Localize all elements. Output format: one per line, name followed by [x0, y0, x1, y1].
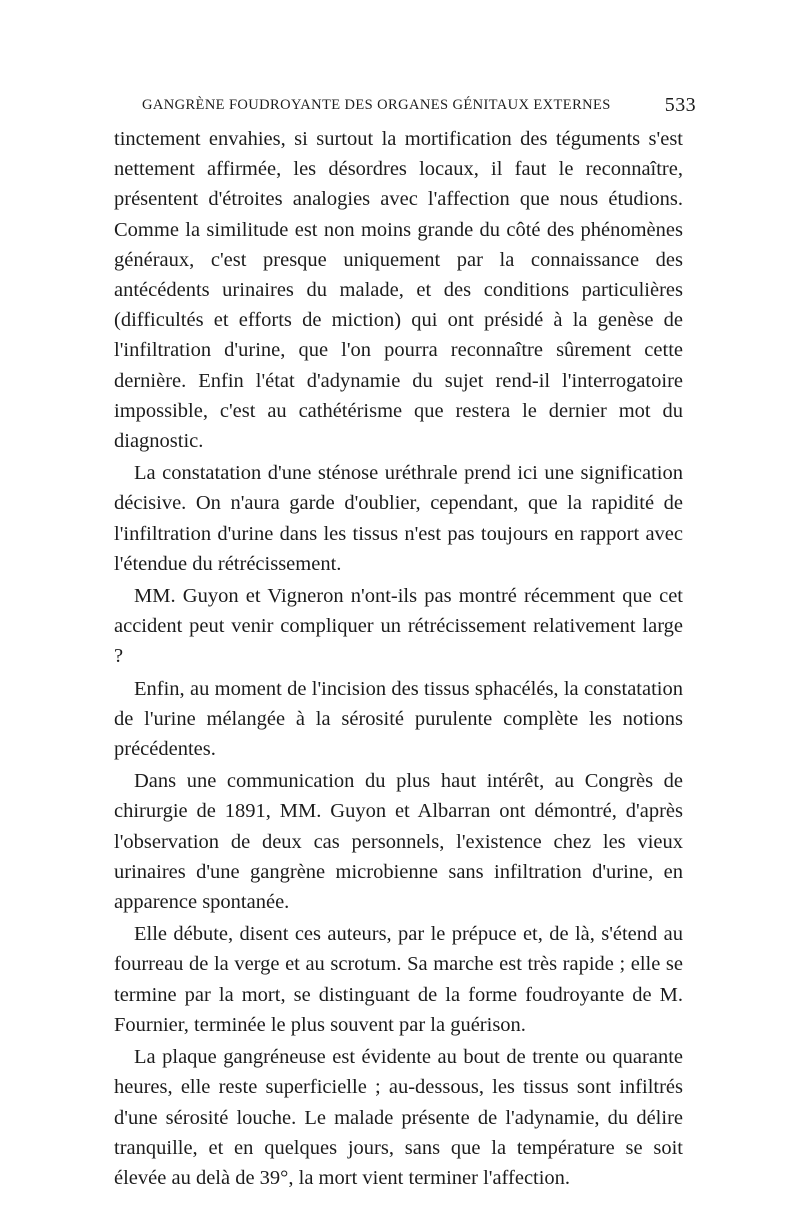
body-text [114, 124, 683, 1195]
paragraph-stenosis: La constatation d'une sténose uréthrale prend ici une signification décisive. On n'aura garde d'oublier, cependant, que la rapidité de l'infiltration d'urine dans les tissus n'est pas toujours en rapport avec l'étendue du rétrécissement. [114, 462, 683, 575]
paragraph-continuation: tinctement envahies, si surtout la mortification des téguments s'est nettement affirmée, les désordres locaux, il faut le reconnaître, présentent d'étroites analogies avec l'affection que nous étudions. Comme la similitude est non moins grande du côté des phénomènes généraux, c'est presque uniquement par la connaissance des antécédents urinaires du malade, et des conditions particulières (difficultés et efforts de miction) qui ont présidé à la genèse de l'infiltration d'urine, que l'on pourra reconnaître sûrement cette dernière. Enfin l'état d'adynamie du sujet rend-il l'interrogatoire impossible, c'est au cathétérisme que restera le dernier mot du diagnostic. [114, 128, 683, 453]
paragraph-gangrenous-plaque: La plaque gangréneuse est évidente au bout de trente ou quarante heures, elle reste superficielle ; au-dessous, les tissus sont infiltrés d'une sérosité louche. Le malade présente de l'adynamie, du délire tranquille, et en quelques jours, sans que la température se soit élevée au delà de 39°, la mort vient terminer l'affection. [114, 1046, 683, 1189]
paragraph-congress: Dans une communication du plus haut intérêt, au Congrès de chirurgie de 1891, MM. Guyon et Albarran ont démontré, d'après l'observation de deux cas personnels, l'existence chez les vieux urinaires d'une gangrène microbienne sans infiltration d'urine, en apparence spontanée. [114, 770, 683, 914]
running-head [142, 94, 696, 121]
running-title: GANGRÈNE FOUDROYANTE DES ORGANES GÉNITAUX EXTERNES [142, 97, 611, 113]
paragraph-incision: Enfin, au moment de l'incision des tissus sphacélés, la constatation de l'urine mélangée à la sérosité purulente complète les notions précédentes. [114, 677, 683, 761]
paragraph-progression: Elle débute, disent ces auteurs, par le prépuce et, de là, s'étend au fourreau de la verge et au scrotum. Sa marche est très rapide ; elle se termine par la mort, se distinguant de la forme foudroyante de M. Fournier, terminée le plus souvent par la guérison. [114, 923, 683, 1036]
paragraph-guyon-vigneron: MM. Guyon et Vigneron n'ont-ils pas montré récemment que cet accident peut venir compliquer un rétrécissement relativement large ? [114, 585, 683, 668]
page-number: 533 [664, 94, 696, 116]
